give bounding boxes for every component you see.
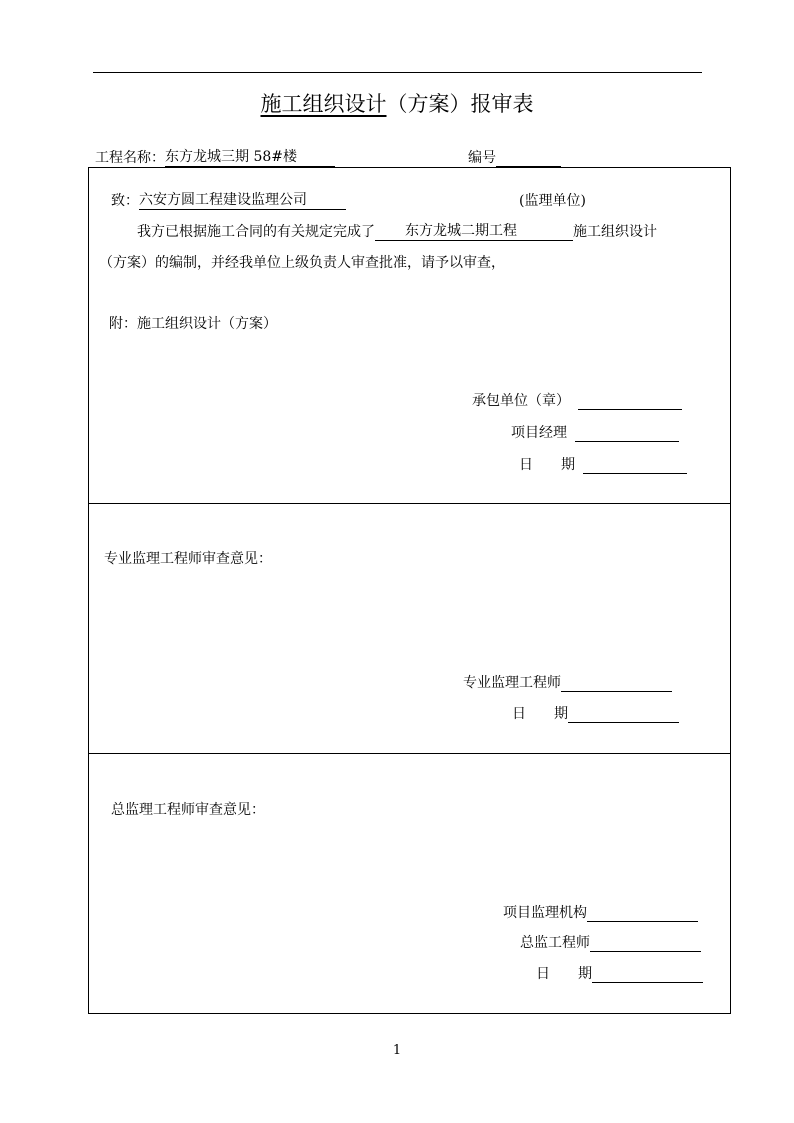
sign-manager-row	[511, 422, 679, 442]
project-blank[interactable]	[375, 224, 573, 241]
body-line-1	[137, 221, 657, 241]
supervisor-opinion-label: 专业监理工程师审查意见：	[104, 551, 272, 567]
to-value: 六安方圆工程建设监理公司	[139, 192, 307, 208]
number-field[interactable]	[496, 150, 561, 167]
sign-engineer-label: 专业监理工程师	[463, 675, 561, 691]
page-number: 1	[392, 1043, 402, 1058]
to-label: 致：	[111, 193, 139, 209]
sign-date-label-2: 日 期	[512, 706, 568, 722]
sign-date-row	[519, 454, 687, 474]
number-row	[468, 147, 561, 167]
body-line-2: （方案）的编制，并经我单位上级负责人审查批准，请予以审查，	[99, 255, 505, 271]
chief-opinion-label: 总监理工程师审查意见：	[111, 802, 265, 818]
sign-unit-row	[472, 390, 682, 410]
project-value: 东方龙城三期 58#楼	[165, 149, 297, 165]
form-title	[0, 88, 794, 118]
project-value-field[interactable]	[165, 150, 335, 167]
sign-date-field-2[interactable]	[568, 706, 679, 723]
body-line1-suffix: 施工组织设计	[573, 224, 657, 240]
body-line1-prefix: 我方已根据施工合同的有关规定完成了	[137, 224, 375, 240]
project-label: 工程名称：	[95, 150, 165, 166]
header-rule	[93, 72, 702, 73]
chief-section	[88, 753, 731, 1014]
contractor-section	[88, 167, 731, 504]
number-label: 编号	[468, 150, 496, 166]
sign-engineer-field[interactable]	[561, 675, 672, 692]
sign-date-row-3	[536, 963, 703, 983]
to-field[interactable]	[139, 193, 346, 210]
project-name-row	[95, 147, 335, 167]
to-row	[111, 190, 346, 210]
sign-date-label: 日 期	[519, 457, 575, 473]
sign-unit-field[interactable]	[578, 393, 682, 410]
sign-date-label-3: 日 期	[536, 966, 592, 982]
sign-manager-label: 项目经理	[511, 425, 567, 441]
sign-unit-label: 承包单位（章）	[472, 393, 570, 409]
title-rest: （方案）报审表	[386, 92, 534, 116]
sign-chief-row	[520, 932, 701, 952]
sign-org-label: 项目监理机构	[503, 905, 587, 921]
sign-date-field-3[interactable]	[592, 966, 703, 983]
title-underlined: 施工组织设计	[260, 92, 387, 116]
sign-org-row	[503, 902, 698, 922]
sign-date-row-2	[512, 703, 679, 723]
sign-engineer-row	[463, 672, 672, 692]
supervisor-section	[88, 503, 731, 754]
to-suffix: (监理单位)	[519, 193, 586, 209]
body-line1-project: 东方龙城二期工程	[405, 223, 517, 239]
sign-date-field[interactable]	[583, 457, 687, 474]
sign-chief-label: 总监工程师	[520, 935, 590, 951]
sign-org-field[interactable]	[587, 905, 698, 922]
attachment: 附：施工组织设计（方案）	[109, 316, 277, 332]
sign-chief-field[interactable]	[590, 935, 701, 952]
sign-manager-field[interactable]	[575, 425, 679, 442]
